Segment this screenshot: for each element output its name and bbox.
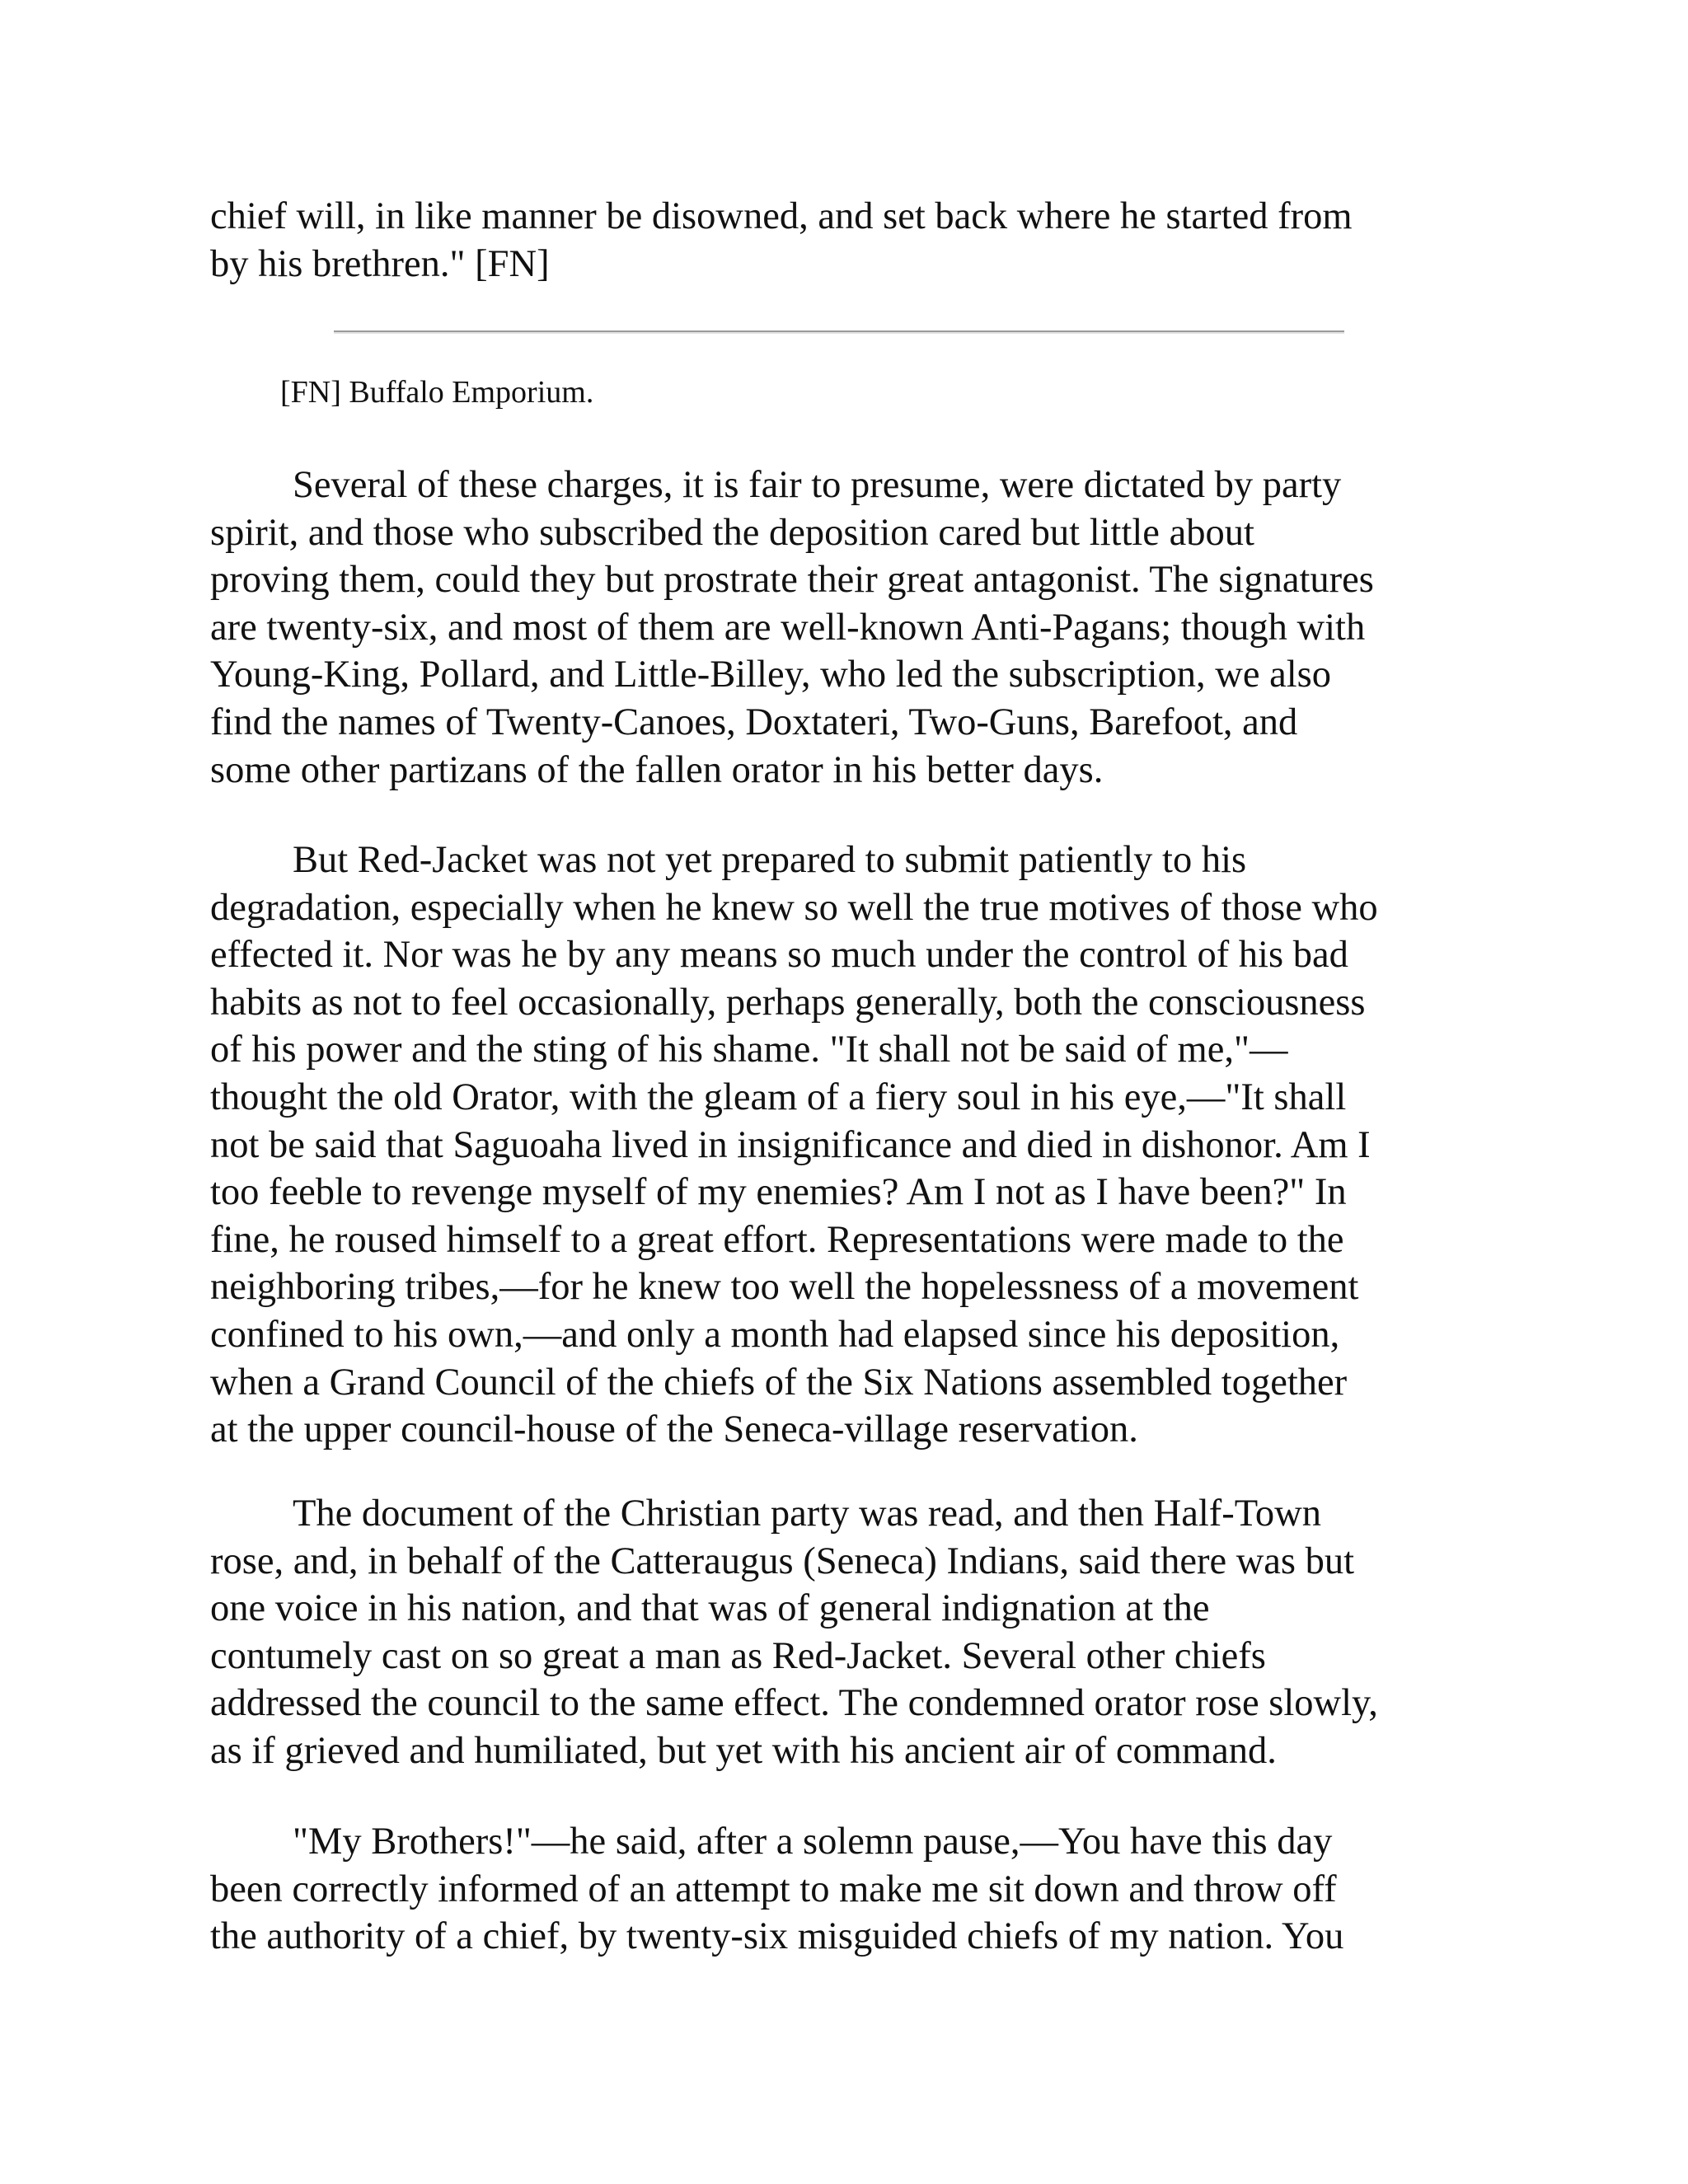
text-line: rose, and, in behalf of the Catteraugus (Seneca) Indians, said there was but xyxy=(210,1540,1355,1582)
paragraph-5 xyxy=(210,1818,1343,1961)
text-line: when a Grand Council of the chiefs of the Six Nations assembled together xyxy=(210,1361,1348,1404)
paragraph-3 xyxy=(210,837,1378,1454)
text-line: by his brethren." [FN] xyxy=(210,242,550,285)
footnote: [FN] Buffalo Emporium. xyxy=(280,375,594,410)
text-line: The document of the Christian party was read, and then Half-Town xyxy=(293,1493,1321,1535)
text-line: chief will, in like manner be disowned, and set back where he started from xyxy=(210,195,1353,237)
text-line: degradation, especially when he knew so well the true motives of those who xyxy=(210,886,1378,929)
text-line: one voice in his nation, and that was of general indignation at the xyxy=(210,1587,1210,1630)
text-line: habits as not to feel occasionally, perhaps generally, both the consciousness xyxy=(210,981,1366,1024)
paragraph-2 xyxy=(210,462,1374,794)
text-line: thought the old Orator, with the gleam of a fiery soul in his eye,—"It shall xyxy=(210,1076,1347,1118)
text-line: confined to his own,—and only a month had elapsed since his deposition, xyxy=(210,1313,1340,1356)
text-line: find the names of Twenty-Canoes, Doxtateri, Two-Guns, Barefoot, and xyxy=(210,701,1298,743)
text-line: But Red-Jacket was not yet prepared to submit patiently to his xyxy=(293,839,1247,881)
text-line: are twenty-six, and most of them are well-known Anti-Pagans; though with xyxy=(210,606,1366,649)
footnote-divider xyxy=(334,330,1344,334)
text-line: "My Brothers!"—he said, after a solemn pause,—You have this day xyxy=(293,1821,1333,1863)
text-line: addressed the council to the same effect. The condemned orator rose slowly, xyxy=(210,1682,1378,1725)
text-line: Young-King, Pollard, and Little-Billey, who led the subscription, we also xyxy=(210,654,1331,696)
text-line: not be said that Saguoaha lived in insignificance and died in dishonor. Am I xyxy=(210,1123,1371,1166)
text-line: the authority of a chief, by twenty-six misguided chiefs of my nation. You xyxy=(210,1915,1344,1958)
text-line: proving them, could they but prostrate their great antagonist. The signatures xyxy=(210,559,1374,602)
paragraph-4 xyxy=(210,1490,1378,1775)
text-line: as if grieved and humiliated, but yet with his ancient air of command. xyxy=(210,1729,1277,1772)
text-line: some other partizans of the fallen orator in his better days. xyxy=(210,748,1104,791)
text-line: fine, he roused himself to a great effort. Representations were made to the xyxy=(210,1218,1344,1261)
text-line: of his power and the sting of his shame. "It shall not be said of me,"— xyxy=(210,1029,1288,1071)
text-line: too feeble to revenge myself of my enemies? Am I not as I have been?" In xyxy=(210,1171,1347,1214)
text-line: at the upper council-house of the Seneca-village reservation. xyxy=(210,1408,1138,1451)
text-line: contumely cast on so great a man as Red-Jacket. Several other chiefs xyxy=(210,1634,1266,1677)
text-line: been correctly informed of an attempt to make me sit down and throw off xyxy=(210,1868,1337,1910)
paragraph-1 xyxy=(210,193,1353,288)
text-line: spirit, and those who subscribed the deposition cared but little about xyxy=(210,511,1254,554)
text-line: effected it. Nor was he by any means so much under the control of his bad xyxy=(210,934,1348,977)
text-line: Several of these charges, it is fair to presume, were dictated by party xyxy=(293,464,1342,506)
text-line: neighboring tribes,—for he knew too well the hopelessness of a movement xyxy=(210,1266,1359,1309)
